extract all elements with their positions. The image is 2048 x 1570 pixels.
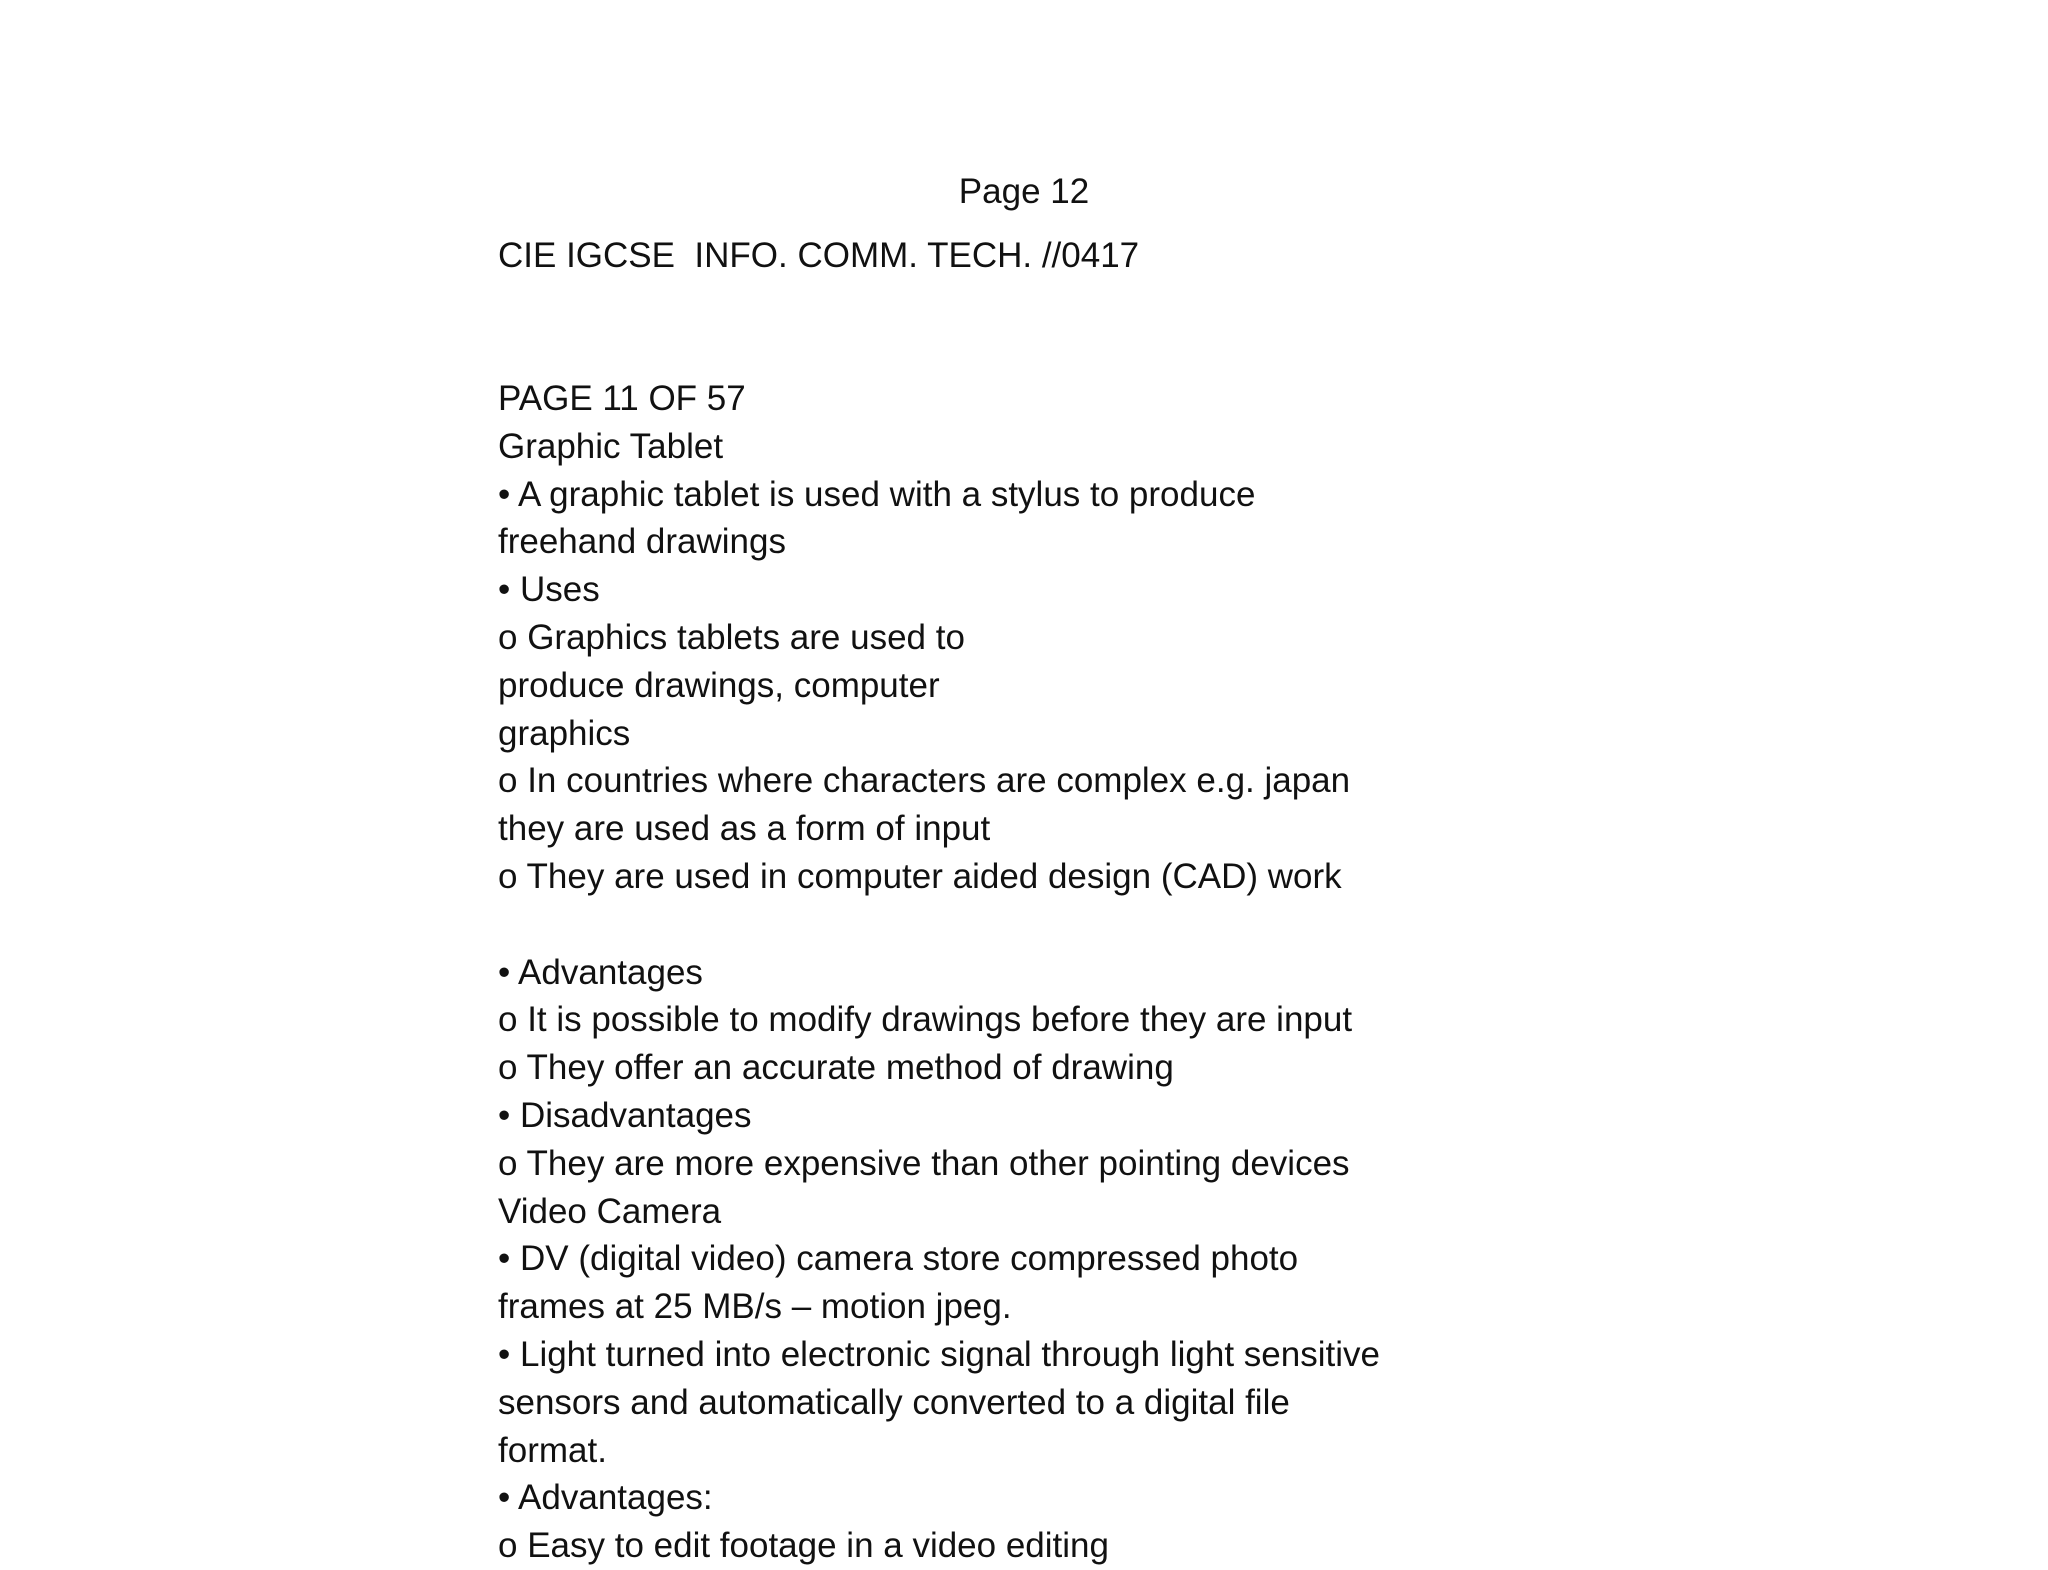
body-line: sensors and automatically converted to a digital file (498, 1382, 1290, 1422)
blank-line (498, 901, 1498, 949)
body-line: graphics (498, 713, 631, 753)
page-counter: PAGE 11 OF 57 (498, 379, 746, 418)
body-line: o It is possible to modify drawings before they are input (498, 1000, 1353, 1040)
body-line: o They are used in computer aided design (CAD) work (498, 856, 1342, 896)
body-line: • Advantages: (498, 1478, 713, 1518)
body-line: format. (498, 1430, 607, 1470)
body-line: • Light turned into electronic signal through light sensitive (498, 1334, 1380, 1374)
body-line: o They offer an accurate method of drawing (498, 1048, 1174, 1088)
document-body (498, 375, 1498, 1570)
section-heading-video-camera: Video Camera (498, 1191, 722, 1231)
body-line: • DV (digital video) camera store compressed photo (498, 1239, 1299, 1279)
page-number: Page 12 (958, 172, 1090, 211)
document-header: CIE IGCSE INFO. COMM. TECH. //0417 (498, 236, 1140, 275)
body-line: • Uses (498, 570, 600, 610)
body-line: • Disadvantages (498, 1095, 752, 1135)
body-line: • Advantages (498, 952, 703, 992)
section-heading-graphic-tablet: Graphic Tablet (498, 426, 724, 466)
body-line: they are used as a form of input (498, 809, 991, 849)
body-line: o They are more expensive than other pointing devices (498, 1143, 1350, 1183)
body-line: o Graphics tablets are used to (498, 617, 965, 657)
body-line: • A graphic tablet is used with a stylus to produce (498, 474, 1256, 514)
body-line: freehand drawings (498, 522, 786, 562)
body-line: o In countries where characters are complex e.g. japan (498, 761, 1351, 801)
body-line: produce drawings, computer (498, 665, 940, 705)
body-line: frames at 25 MB/s – motion jpeg. (498, 1287, 1012, 1327)
body-line-cut-off: o Easy to edit footage in a video editing (498, 1526, 1109, 1566)
